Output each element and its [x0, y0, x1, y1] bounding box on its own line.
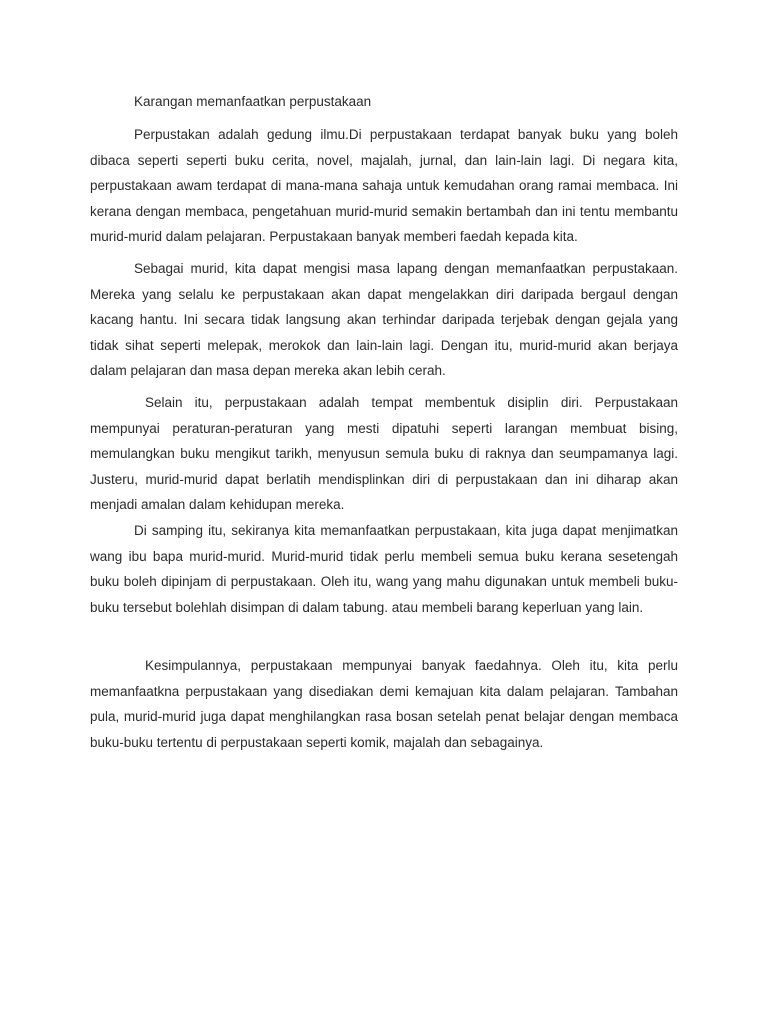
- paragraph-leisure: Sebagai murid, kita dapat mengisi masa lapang dengan memanfaatkan perpustakaan. Mereka yang selalu ke perpustakaan akan dapat mengelakkan diri daripada bergaul dengan kacang hantu. Ini secara tidak langsung akan terhindar daripada terjebak dengan gejala yang tidak sihat seperti melepak, merokok dan lain-lain lagi. Dengan itu, murid-murid akan berjaya dalam pelajaran dan masa depan mereka akan lebih cerah.: [90, 261, 678, 378]
- paragraph-savings: Di samping itu, sekiranya kita memanfaatkan perpustakaan, kita juga dapat menjimatkan wang ibu bapa murid-murid. Murid-murid tidak perlu membeli semua buku kerana sesetengah buku boleh dipinjam di perpustakaan. Oleh itu, wang yang mahu digunakan untuk membeli buku-buku tersebut bolehlah disimpan di dalam tabung. atau membeli barang keperluan yang lain.: [90, 523, 678, 615]
- paragraph-discipline: Selain itu, perpustakaan adalah tempat membentuk disiplin diri. Perpustakaan mempunyai peraturan-peraturan yang mesti dipatuhi seperti larangan membuat bising, memulangkan buku mengikut tarikh, menyusun semula buku di raknya dan seumpamanya lagi. Justeru, murid-murid dapat berlatih mendisplinkan diri di perpustakaan dan ini diharap akan menjadi amalan dalam kehidupan mereka.: [90, 395, 678, 512]
- paragraph-conclusion: Kesimpulannya, perpustakaan mempunyai banyak faedahnya. Oleh itu, kita perlu memanfaatkna perpustakaan yang disediakan demi kemajuan kita dalam pelajaran. Tambahan pula, murid-murid juga dapat menghilangkan rasa bosan setelah penat belajar dengan membaca buku-buku tertentu di perpustakaan seperti komik, majalah dan sebagainya.: [90, 658, 678, 750]
- document-title: Karangan memanfaatkan perpustakaan: [134, 94, 372, 109]
- paragraph-introduction: Perpustakan adalah gedung ilmu.Di perpustakaan terdapat banyak buku yang boleh dibaca seperti seperti buku cerita, novel, majalah, jurnal, dan lain-lain lagi. Di negara kita, perpustakaan awam terdapat di mana-mana sahaja untuk kemudahan orang ramai membaca. Ini kerana dengan membaca, pengetahuan murid-murid semakin bertambah dan ini tentu membantu murid-murid dalam pelajaran. Perpustakaan banyak memberi faedah kepada kita.: [90, 127, 678, 244]
